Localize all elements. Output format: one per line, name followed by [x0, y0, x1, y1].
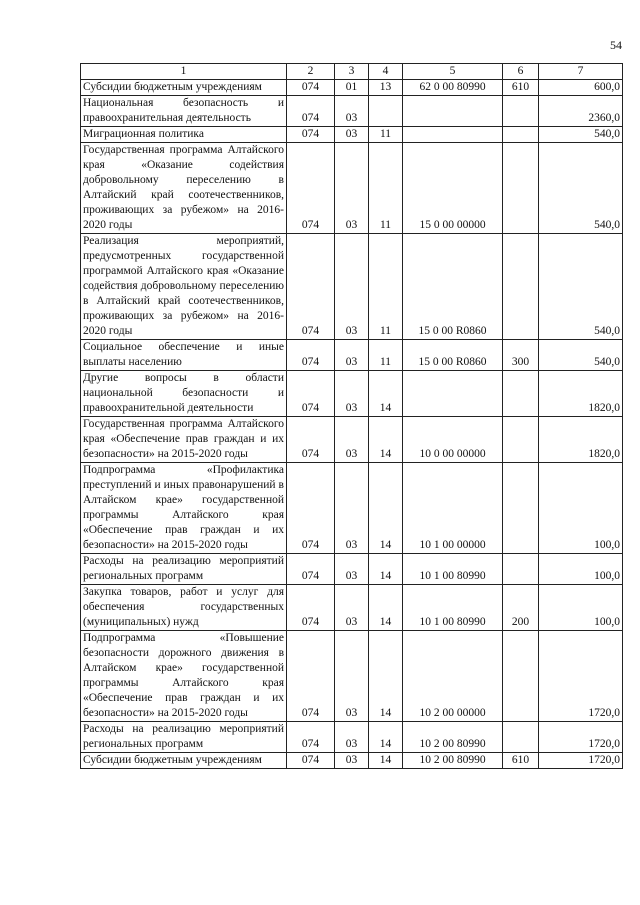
- table-row: [81, 234, 623, 340]
- target-article-cell: [403, 96, 503, 127]
- expense-type-cell: 200: [503, 585, 539, 631]
- amount-cell: 600,0: [539, 80, 623, 96]
- expense-type-cell: [503, 722, 539, 753]
- target-article-cell: 10 1 00 80990: [403, 585, 503, 631]
- column-header: 2: [287, 64, 335, 80]
- table-header-row: [81, 64, 623, 80]
- ved-code-cell: 074: [287, 554, 335, 585]
- section-code-cell: 03: [335, 371, 369, 417]
- row-name-cell: Закупка товаров, работ и услуг для обеспечения государственных (муниципальных) нужд: [81, 585, 287, 631]
- target-article-cell: 10 0 00 00000: [403, 417, 503, 463]
- target-article-cell: 62 0 00 80990: [403, 80, 503, 96]
- ved-code-cell: 074: [287, 340, 335, 371]
- budget-table: [80, 63, 623, 769]
- expense-type-cell: [503, 463, 539, 554]
- row-name-cell: Национальная безопасность и правоохранительная деятельность: [81, 96, 287, 127]
- amount-cell: 1820,0: [539, 371, 623, 417]
- column-header: 1: [81, 64, 287, 80]
- target-article-cell: 10 2 00 00000: [403, 631, 503, 722]
- column-header: 7: [539, 64, 623, 80]
- section-code-cell: 03: [335, 463, 369, 554]
- row-name-cell: Другие вопросы в области национальной безопасности и правоохранительной деятельности: [81, 371, 287, 417]
- section-code-cell: 03: [335, 585, 369, 631]
- table-row: [81, 417, 623, 463]
- amount-cell: 1720,0: [539, 722, 623, 753]
- ved-code-cell: 074: [287, 722, 335, 753]
- expense-type-cell: [503, 127, 539, 143]
- row-name-cell: Государственная программа Алтайского края «Обеспечение прав граждан и их безопасности» на 2015-2020 годы: [81, 417, 287, 463]
- section-code-cell: 01: [335, 80, 369, 96]
- ved-code-cell: 074: [287, 80, 335, 96]
- table-row: [81, 722, 623, 753]
- ved-code-cell: 074: [287, 463, 335, 554]
- expense-type-cell: 610: [503, 753, 539, 769]
- section-code-cell: 03: [335, 554, 369, 585]
- ved-code-cell: 074: [287, 631, 335, 722]
- section-code-cell: 03: [335, 340, 369, 371]
- row-name-cell: Государственная программа Алтайского края «Оказание содействия добровольному переселению в Алтайский край соотечественников, проживающих за рубежом» на 2016-2020 годы: [81, 143, 287, 234]
- subsection-code-cell: 14: [369, 631, 403, 722]
- subsection-code-cell: 14: [369, 371, 403, 417]
- expense-type-cell: 300: [503, 340, 539, 371]
- target-article-cell: 10 1 00 80990: [403, 554, 503, 585]
- target-article-cell: 15 0 00 00000: [403, 143, 503, 234]
- column-header: 5: [403, 64, 503, 80]
- expense-type-cell: [503, 554, 539, 585]
- page-number: 54: [610, 38, 622, 52]
- row-name-cell: Реализация мероприятий, предусмотренных государственной программой Алтайского края «Оказание содействия добровольному переселению в Алтайский край соотечественников, проживающих за рубежом» на 2016-2020 годы: [81, 234, 287, 340]
- table-row: [81, 80, 623, 96]
- ved-code-cell: 074: [287, 371, 335, 417]
- target-article-cell: 15 0 00 R0860: [403, 340, 503, 371]
- ved-code-cell: 074: [287, 234, 335, 340]
- subsection-code-cell: 11: [369, 340, 403, 371]
- section-code-cell: 03: [335, 96, 369, 127]
- ved-code-cell: 074: [287, 753, 335, 769]
- target-article-cell: [403, 127, 503, 143]
- ved-code-cell: 074: [287, 96, 335, 127]
- table-row: [81, 371, 623, 417]
- table-row: [81, 463, 623, 554]
- amount-cell: 1820,0: [539, 417, 623, 463]
- subsection-code-cell: 11: [369, 143, 403, 234]
- amount-cell: 1720,0: [539, 631, 623, 722]
- target-article-cell: 10 2 00 80990: [403, 722, 503, 753]
- target-article-cell: 10 1 00 00000: [403, 463, 503, 554]
- subsection-code-cell: 13: [369, 80, 403, 96]
- section-code-cell: 03: [335, 234, 369, 340]
- expense-type-cell: [503, 234, 539, 340]
- amount-cell: 2360,0: [539, 96, 623, 127]
- column-header: 3: [335, 64, 369, 80]
- row-name-cell: Подпрограмма «Профилактика преступлений и иных правонарушений в Алтайском крае» государственной программы Алтайского края «Обеспечение прав граждан и их безопасности» на 2015-2020 годы: [81, 463, 287, 554]
- ved-code-cell: 074: [287, 127, 335, 143]
- row-name-cell: Субсидии бюджетным учреждениям: [81, 753, 287, 769]
- table-row: [81, 96, 623, 127]
- section-code-cell: 03: [335, 143, 369, 234]
- ved-code-cell: 074: [287, 585, 335, 631]
- subsection-code-cell: 14: [369, 753, 403, 769]
- ved-code-cell: 074: [287, 417, 335, 463]
- subsection-code-cell: 14: [369, 722, 403, 753]
- table-row: [81, 554, 623, 585]
- amount-cell: 1720,0: [539, 753, 623, 769]
- section-code-cell: 03: [335, 753, 369, 769]
- subsection-code-cell: 11: [369, 234, 403, 340]
- table-row: [81, 753, 623, 769]
- expense-type-cell: [503, 96, 539, 127]
- subsection-code-cell: 14: [369, 554, 403, 585]
- amount-cell: 540,0: [539, 234, 623, 340]
- row-name-cell: Расходы на реализацию мероприятий региональных программ: [81, 722, 287, 753]
- section-code-cell: 03: [335, 722, 369, 753]
- row-name-cell: Расходы на реализацию мероприятий региональных программ: [81, 554, 287, 585]
- target-article-cell: [403, 371, 503, 417]
- amount-cell: 100,0: [539, 463, 623, 554]
- row-name-cell: Субсидии бюджетным учреждениям: [81, 80, 287, 96]
- row-name-cell: Миграционная политика: [81, 127, 287, 143]
- row-name-cell: Подпрограмма «Повышение безопасности дорожного движения в Алтайском крае» государственной программы Алтайского края «Обеспечение прав граждан и их безопасности» на 2015-2020 годы: [81, 631, 287, 722]
- amount-cell: 540,0: [539, 340, 623, 371]
- amount-cell: 540,0: [539, 143, 623, 234]
- subsection-code-cell: 14: [369, 463, 403, 554]
- expense-type-cell: 610: [503, 80, 539, 96]
- subsection-code-cell: 11: [369, 127, 403, 143]
- table-row: [81, 127, 623, 143]
- table-row: [81, 340, 623, 371]
- amount-cell: 100,0: [539, 554, 623, 585]
- column-header: 4: [369, 64, 403, 80]
- section-code-cell: 03: [335, 631, 369, 722]
- ved-code-cell: 074: [287, 143, 335, 234]
- expense-type-cell: [503, 143, 539, 234]
- target-article-cell: 15 0 00 R0860: [403, 234, 503, 340]
- amount-cell: 100,0: [539, 585, 623, 631]
- expense-type-cell: [503, 417, 539, 463]
- section-code-cell: 03: [335, 127, 369, 143]
- table-row: [81, 585, 623, 631]
- table-row: [81, 143, 623, 234]
- subsection-code-cell: 14: [369, 585, 403, 631]
- table-row: [81, 631, 623, 722]
- subsection-code-cell: [369, 96, 403, 127]
- amount-cell: 540,0: [539, 127, 623, 143]
- section-code-cell: 03: [335, 417, 369, 463]
- expense-type-cell: [503, 631, 539, 722]
- expense-type-cell: [503, 371, 539, 417]
- target-article-cell: 10 2 00 80990: [403, 753, 503, 769]
- subsection-code-cell: 14: [369, 417, 403, 463]
- column-header: 6: [503, 64, 539, 80]
- row-name-cell: Социальное обеспечение и иные выплаты населению: [81, 340, 287, 371]
